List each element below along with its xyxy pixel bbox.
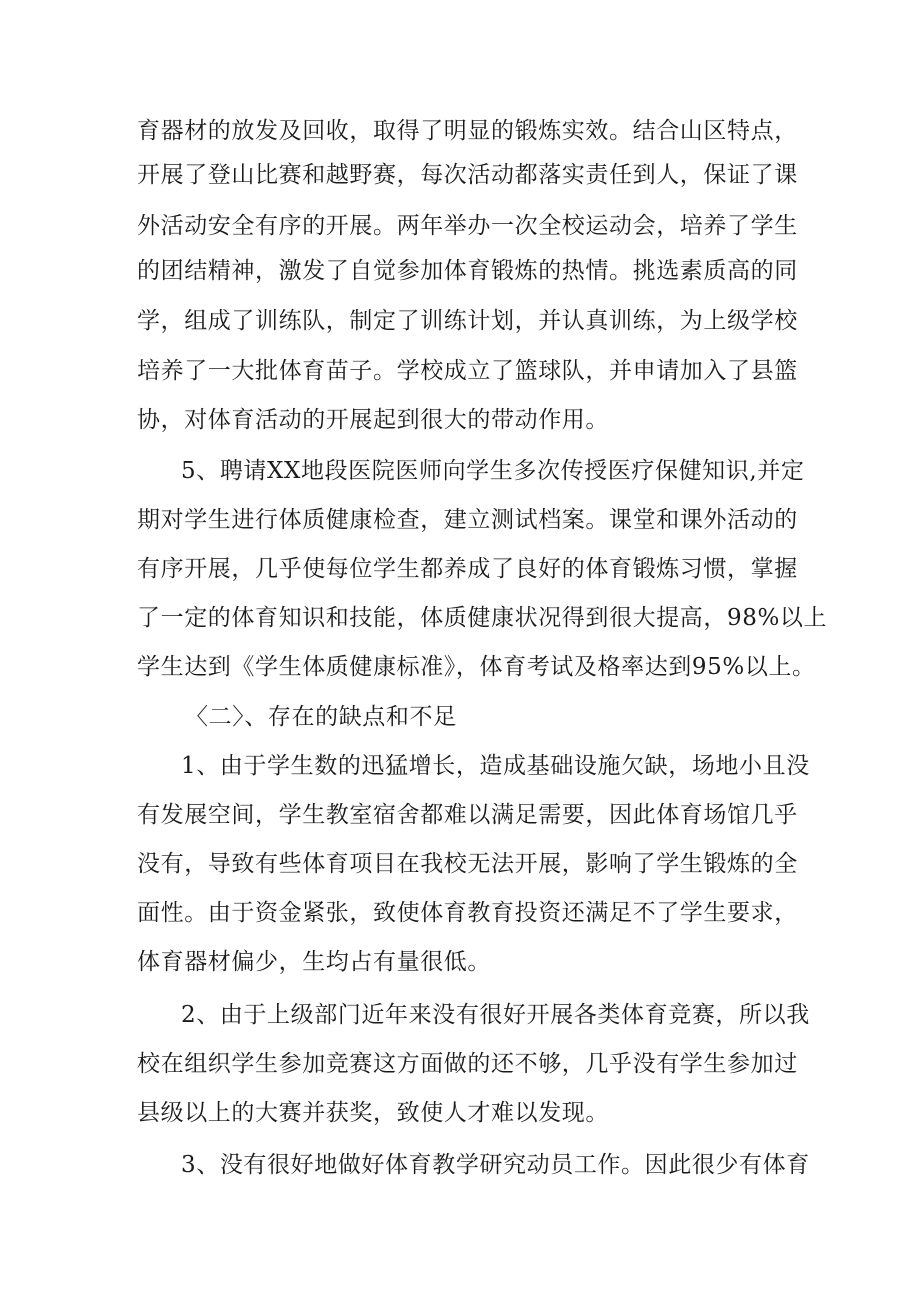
paragraph-line: 县级以上的大赛并获奖，致使人才难以发现。 (137, 1100, 609, 1126)
paragraph-line: 学生达到《学生体质健康标准》，体育考试及格率达到95%以上。 (137, 654, 816, 680)
paragraph-line: 育器材的放发及回收，取得了明显的锻炼实效。结合山区特点， (137, 118, 798, 144)
paragraph-line: 开展了登山比赛和越野赛，每次活动都落实责任到人，保证了课 (137, 162, 798, 188)
paragraph-line: 期对学生进行体质健康检查，建立测试档案。课堂和课外活动的 (137, 507, 798, 533)
paragraph-line: 有序开展，几乎使每位学生都养成了良好的体育锻炼习惯，掌握 (137, 556, 798, 582)
paragraph-line: 2、由于上级部门近年来没有很好开展各类体育竞赛，所以我 (181, 1002, 810, 1028)
paragraph-line: 有发展空间，学生教室宿舍都难以满足需要，因此体育场馆几乎 (137, 802, 798, 828)
paragraph-line: 协，对体育活动的开展起到很大的带动作用。 (137, 407, 609, 433)
paragraph-line: 的团结精神，激发了自觉参加体育锻炼的热情。挑选素质高的同 (137, 258, 798, 284)
paragraph-line: 校在组织学生参加竞赛这方面做的还不够，几乎没有学生参加过 (137, 1051, 798, 1077)
paragraph-line: 学，组成了训练队，制定了训练计划，并认真训练，为上级学校 (137, 308, 798, 334)
paragraph-line: 外活动安全有序的开展。两年举办一次全校运动会，培养了学生 (137, 213, 798, 239)
paragraph-line: 3、没有很好地做好体育教学研究动员工作。因此很少有体育 (181, 1152, 810, 1178)
paragraph-line: 了一定的体育知识和技能，体质健康状况得到很大提高，98%以上 (137, 605, 828, 631)
paragraph-line: 面性。由于资金紧张，致使体育教育投资还满足不了学生要求， (137, 900, 798, 926)
paragraph-line: 没有，导致有些体育项目在我校无法开展，影响了学生锻炼的全 (137, 851, 798, 877)
section-heading: 〈二〉、存在的缺点和不足 (185, 704, 457, 730)
paragraph-line: 1、由于学生数的迅猛增长，造成基础设施欠缺，场地小且没 (181, 753, 810, 779)
paragraph-line: 培养了一大批体育苗子。学校成立了篮球队，并申请加入了县篮 (137, 358, 798, 384)
paragraph-line: 5、聘请XX地段医院医师向学生多次传授医疗保健知识,并定 (181, 458, 805, 484)
paragraph-line: 体育器材偏少，生均占有量很低。 (137, 949, 491, 975)
